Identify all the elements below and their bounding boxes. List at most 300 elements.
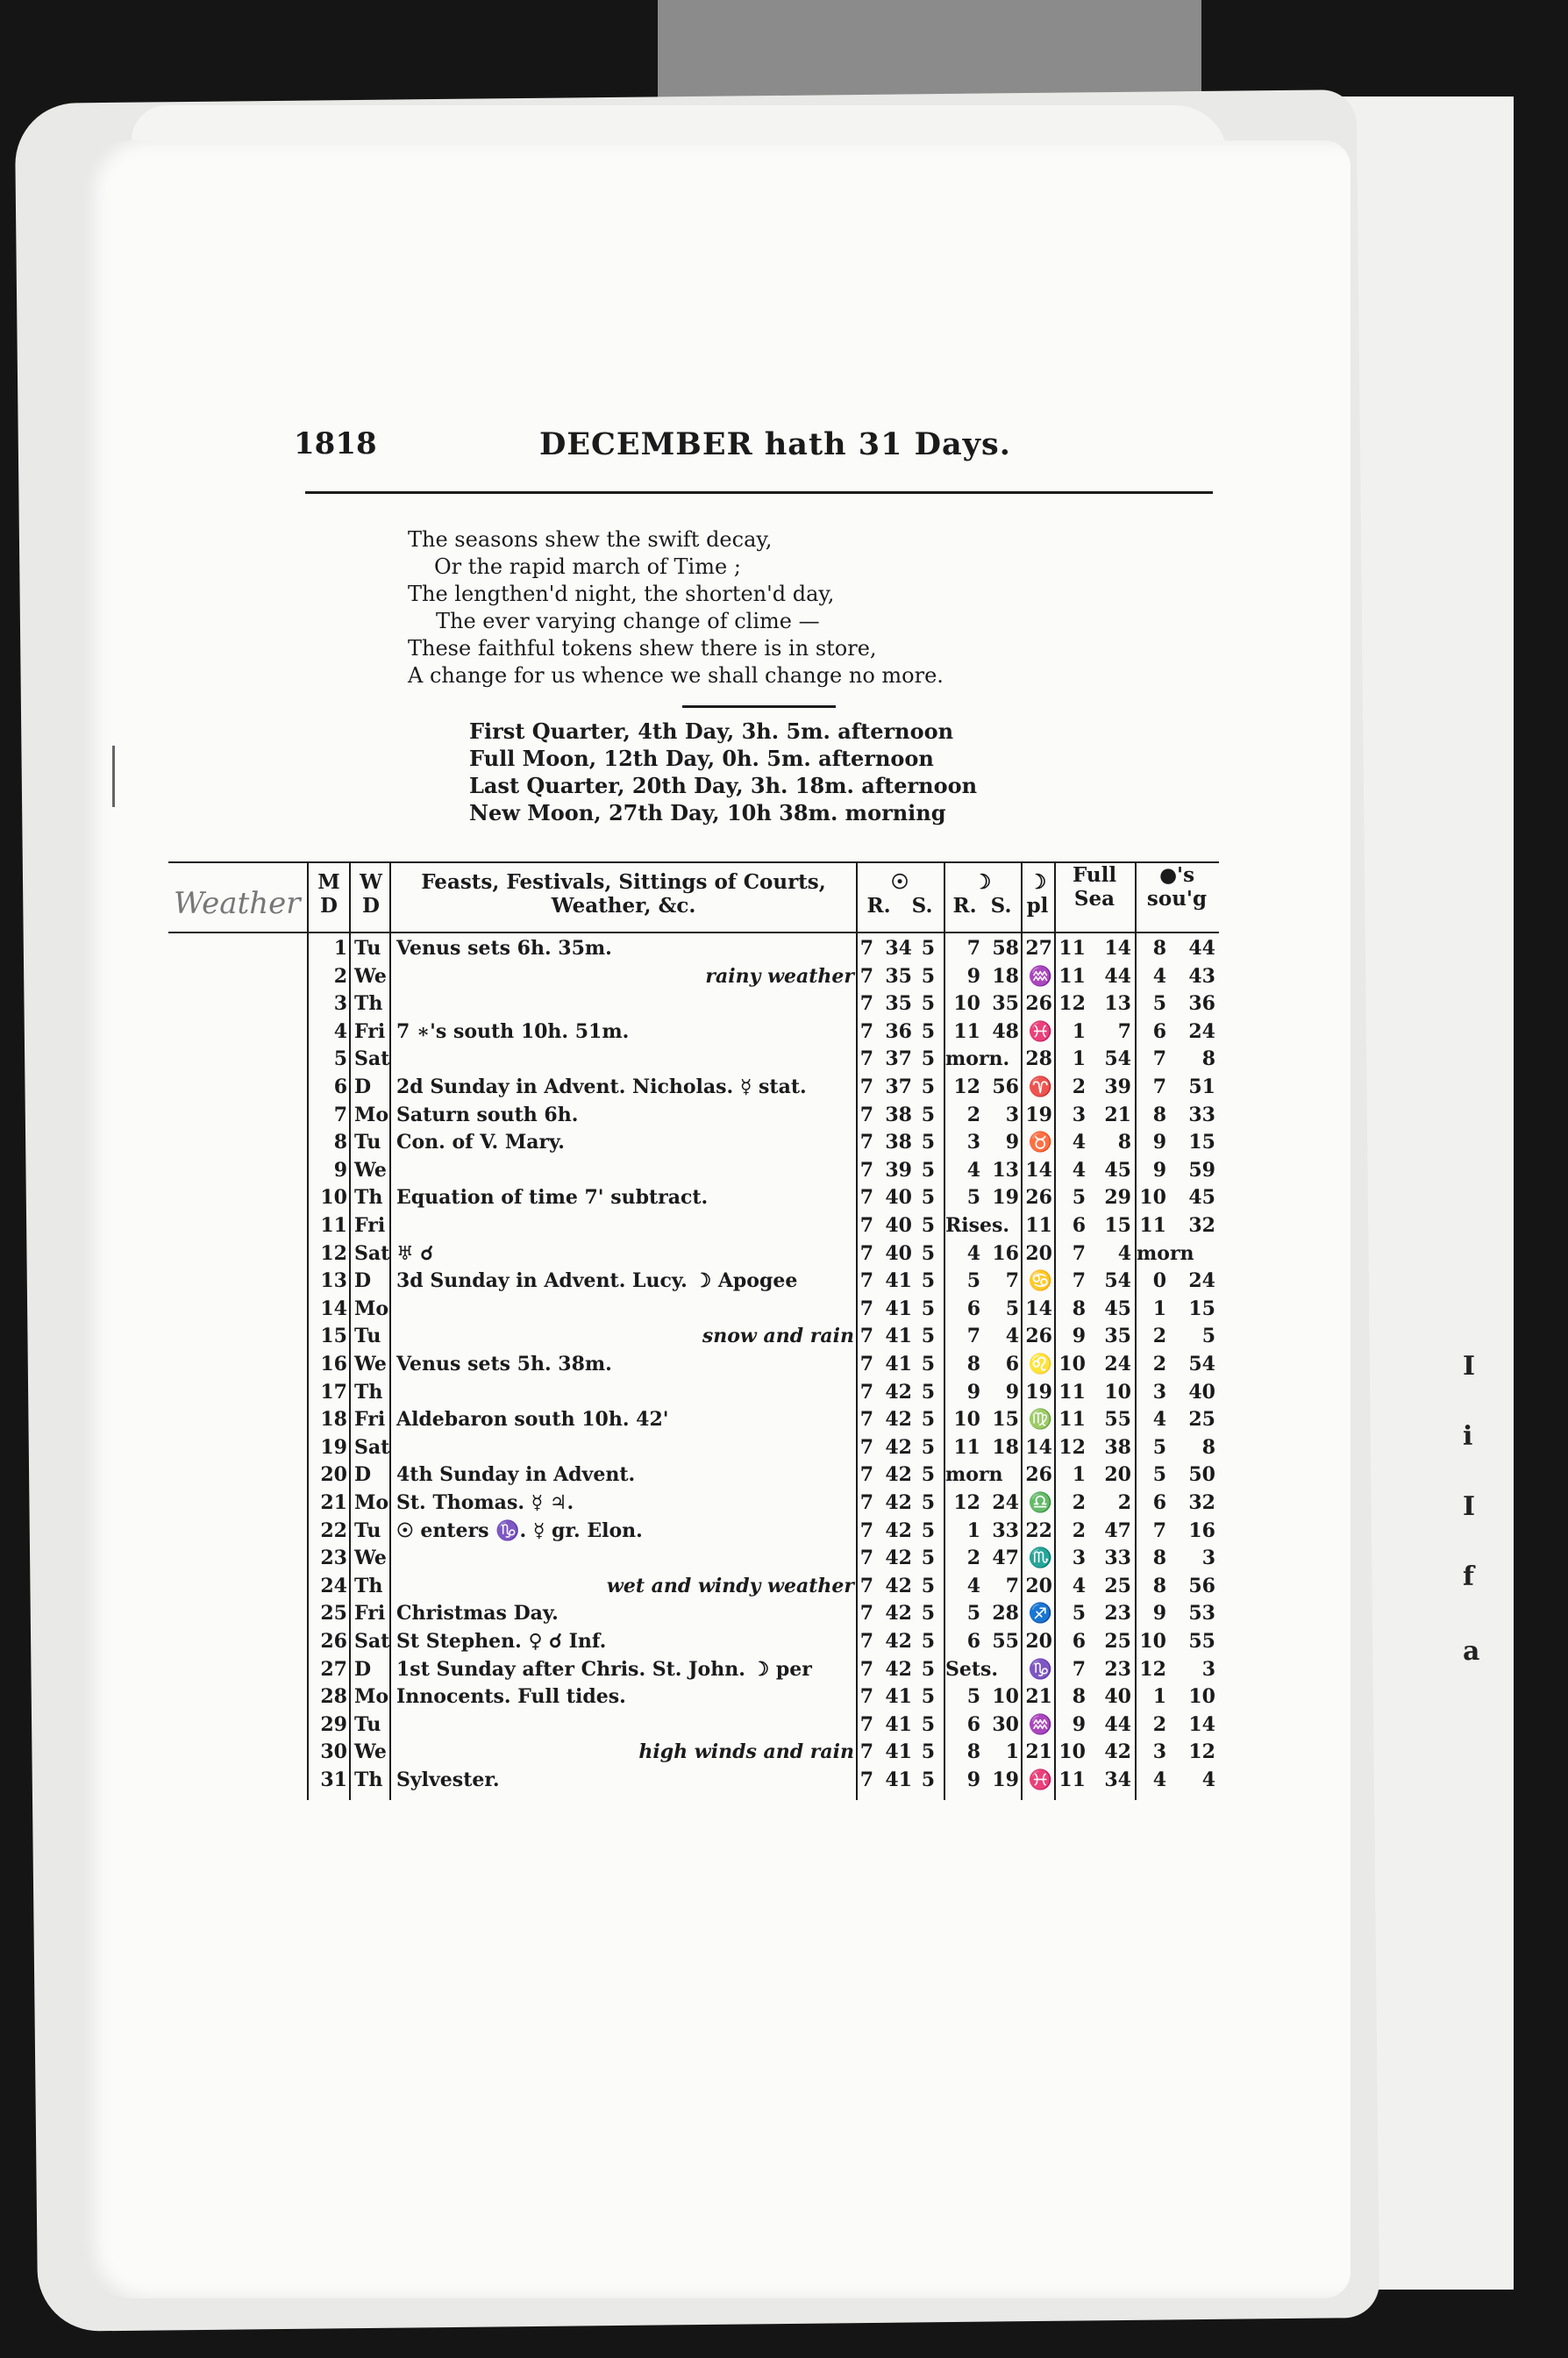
sun-rise-hour: 7: [859, 1186, 873, 1210]
moon-south-hour: 4: [1152, 964, 1166, 988]
weather-note: wet and windy weather: [606, 1574, 854, 1597]
moon-south-min: 3: [1201, 1547, 1215, 1570]
day-number: 3: [333, 992, 347, 1016]
moon-south-hour: 5: [1152, 1435, 1166, 1459]
sun-rise-hour: 7: [859, 1768, 873, 1791]
sun-rise-min: 42: [885, 1408, 912, 1432]
moon-rise-min: 10: [992, 1685, 1019, 1709]
moon-rise-hour: morn: [945, 1463, 1003, 1487]
moon-place: 19: [1025, 1103, 1052, 1126]
moon-rise-min: 1: [1005, 1740, 1019, 1764]
moon-rise-hour: 7: [966, 1325, 980, 1348]
col-full-line1: Full: [1072, 863, 1117, 887]
feast-text: St Stephen. ♀ ☌ Inf.: [396, 1630, 607, 1653]
moon-place: ♒: [1028, 964, 1052, 988]
full-sea-min: 24: [1104, 1353, 1131, 1376]
weekday: Tu: [354, 1712, 381, 1736]
moon-rise-min: 3: [1005, 1103, 1019, 1126]
moon-rise-min: 7: [1005, 1269, 1019, 1293]
moon-place: 14: [1025, 1435, 1052, 1459]
feast-text: ♅ ☌: [396, 1241, 434, 1265]
sun-rise-hour: 7: [859, 1269, 873, 1293]
sun-rise-hour: 7: [859, 1657, 873, 1681]
day-number: 18: [320, 1408, 347, 1432]
moon-south-hour: 1: [1152, 1685, 1166, 1709]
weekday: Th: [354, 1380, 383, 1404]
moon-rise-hour: 8: [966, 1740, 980, 1764]
moon-place: ♉: [1028, 1131, 1052, 1154]
moon-south-hour: 2: [1152, 1712, 1166, 1736]
moon-rise-hour: 4: [966, 1241, 980, 1265]
col-moon-s: S.: [990, 894, 1012, 918]
moon-south-min: 45: [1188, 1186, 1215, 1210]
moon-rise-min: 7: [1005, 1574, 1019, 1597]
sun-rise-min: 41: [885, 1325, 912, 1348]
day-number: 8: [333, 1131, 347, 1154]
full-sea-min: 45: [1104, 1297, 1131, 1320]
sun-rise-hour: 7: [859, 937, 873, 960]
sun-set-hour: 5: [921, 1685, 935, 1709]
sun-set-hour: 5: [921, 1740, 935, 1764]
moon-rise-hour: 7: [966, 937, 980, 960]
sun-set-hour: 5: [921, 1602, 935, 1626]
moon-south-min: 24: [1188, 1269, 1215, 1293]
weekday: Mo: [354, 1297, 389, 1320]
moon-rise-hour: 12: [953, 1075, 980, 1098]
sun-set-hour: 5: [921, 1214, 935, 1237]
sun-set-hour: 5: [921, 1103, 935, 1126]
moon-south-min: 12: [1188, 1740, 1215, 1764]
day-number: 15: [320, 1325, 347, 1348]
moon-south-min: 25: [1188, 1408, 1215, 1432]
moon-rise-min: 4: [1005, 1325, 1019, 1348]
page-header: [294, 426, 1215, 470]
moon-place: 22: [1025, 1518, 1052, 1542]
weekday: Mo: [354, 1491, 389, 1514]
weekday: Th: [354, 1574, 383, 1597]
moon-rise-hour: morn.: [945, 1047, 1010, 1071]
moon-south-hour: 1: [1152, 1297, 1166, 1320]
phase-first-quarter: First Quarter, 4th Day, 3h. 5m. afternoon: [469, 718, 954, 744]
sun-rise-min: 35: [885, 964, 912, 988]
moon-south-min: 4: [1201, 1768, 1215, 1791]
weekday: We: [354, 964, 387, 988]
sun-set-hour: 5: [921, 964, 935, 988]
sun-rise-min: 37: [885, 1047, 912, 1071]
sun-rise-min: 41: [885, 1768, 912, 1791]
weather-note: rainy weather: [705, 964, 854, 988]
col-moon-place: [1021, 870, 1054, 918]
day-number: 24: [320, 1574, 347, 1597]
phase-last-quarter: Last Quarter, 20th Day, 3h. 18m. afternoon: [469, 773, 978, 798]
sun-rise-min: 38: [885, 1103, 912, 1126]
full-sea-min: 25: [1104, 1574, 1131, 1597]
sun-rise-min: 42: [885, 1380, 912, 1404]
sun-rise-hour: 7: [859, 1630, 873, 1653]
moon-south-hour: 3: [1152, 1380, 1166, 1404]
col-sun-s: S.: [911, 894, 933, 918]
moon-south-hour: 2: [1152, 1353, 1166, 1376]
col-mpl-line2: pl: [1026, 894, 1049, 918]
sun-rise-min: 35: [885, 992, 912, 1016]
moon-south-hour: 4: [1152, 1408, 1166, 1432]
short-rule: [682, 705, 836, 708]
moon-rise-min: 30: [992, 1712, 1019, 1736]
sun-rise-min: 41: [885, 1685, 912, 1709]
sun-set-hour: 5: [921, 1518, 935, 1542]
moon-rise-hour: 6: [966, 1712, 980, 1736]
moon-place: 19: [1025, 1380, 1052, 1404]
day-number: 13: [320, 1269, 347, 1293]
moon-south-hour: 9: [1152, 1158, 1166, 1182]
full-sea-min: 2: [1117, 1491, 1131, 1514]
moon-rise-min: 13: [992, 1158, 1019, 1182]
moon-rise-hour: 6: [966, 1630, 980, 1653]
feast-text: 7 ∗'s south 10h. 51m.: [396, 1019, 630, 1043]
full-sea-min: 44: [1104, 964, 1131, 988]
poem-line: The ever varying change of clime —: [436, 609, 820, 633]
moon-rise-min: 56: [992, 1075, 1019, 1098]
day-number: 25: [320, 1602, 347, 1626]
feast-text: Venus sets 5h. 38m.: [396, 1353, 612, 1376]
moon-place: ♏: [1028, 1547, 1052, 1570]
weekday: Mo: [354, 1685, 389, 1709]
weekday: Th: [354, 1768, 383, 1791]
sun-rise-hour: 7: [859, 1435, 873, 1459]
weekday: We: [354, 1547, 387, 1570]
moon-south-hour: 8: [1152, 1574, 1166, 1597]
full-sea-min: 40: [1104, 1685, 1131, 1709]
col-wd-line1: W: [360, 870, 382, 894]
weekday: Mo: [354, 1103, 389, 1126]
full-sea-hour: 11: [1058, 1768, 1086, 1791]
moon-rise-hour: 8: [966, 1353, 980, 1376]
poem-line: The seasons shew the swift decay,: [408, 527, 773, 552]
sun-rise-hour: 7: [859, 1131, 873, 1154]
col-feasts-line2: Weather, &c.: [551, 894, 696, 918]
full-sea-min: 38: [1104, 1435, 1131, 1459]
moon-place: 26: [1025, 992, 1052, 1016]
full-sea-hour: 9: [1072, 1325, 1086, 1348]
moon-place: 26: [1025, 1325, 1052, 1348]
sun-set-hour: 5: [921, 1547, 935, 1570]
moon-rise-min: 19: [992, 1186, 1019, 1210]
weekday: Tu: [354, 1131, 381, 1154]
sun-rise-min: 42: [885, 1547, 912, 1570]
moon-south-min: 15: [1188, 1297, 1215, 1320]
phase-new-moon: New Moon, 27th Day, 10h 38m. morning: [469, 800, 946, 825]
header-rule: [305, 491, 1213, 494]
vrule: [856, 863, 858, 1800]
weekday: Tu: [354, 1325, 381, 1348]
moon-place: 28: [1025, 1047, 1052, 1071]
weekday: Fri: [354, 1602, 386, 1626]
sun-rise-hour: 7: [859, 1685, 873, 1709]
sun-set-hour: 5: [921, 1158, 935, 1182]
moon-south-hour: 10: [1139, 1186, 1166, 1210]
weekday: Sat: [354, 1241, 390, 1265]
weekday: We: [354, 1740, 387, 1764]
sun-rise-min: 42: [885, 1435, 912, 1459]
full-sea-min: 54: [1104, 1047, 1131, 1071]
full-sea-hour: 6: [1072, 1630, 1086, 1653]
moon-place: ♋: [1028, 1269, 1052, 1293]
moon-south-min: 40: [1188, 1380, 1215, 1404]
sun-set-hour: 5: [921, 1712, 935, 1736]
margin-mark: [112, 746, 127, 807]
moon-rise-hour: 12: [953, 1491, 980, 1514]
feast-text: 1st Sunday after Chris. St. John. ☽ per: [396, 1657, 812, 1681]
feast-text: Innocents. Full tides.: [396, 1685, 626, 1709]
weather-margin-label: Weather: [174, 886, 301, 921]
sun-set-hour: 5: [921, 1463, 935, 1487]
feast-text: Venus sets 6h. 35m.: [396, 937, 612, 960]
moon-rise-min: 48: [992, 1019, 1019, 1043]
col-feasts-line1: Feasts, Festivals, Sittings of Courts,: [421, 870, 826, 894]
full-sea-hour: 4: [1072, 1158, 1086, 1182]
day-number: 22: [320, 1518, 347, 1542]
sun-rise-hour: 7: [859, 1103, 873, 1126]
moon-rise-min: 35: [992, 992, 1019, 1016]
feast-text: St. Thomas. ☿ ♃.: [396, 1491, 574, 1514]
poem-line: Or the rapid march of Time ;: [434, 554, 741, 579]
sun-rise-min: 40: [885, 1186, 912, 1210]
moon-south-hour: 7: [1152, 1047, 1166, 1071]
col-south-line2: sou'g: [1146, 887, 1208, 911]
feast-text: Saturn south 6h.: [396, 1103, 579, 1126]
weekday: D: [354, 1463, 372, 1487]
moon-rise-min: 19: [992, 1768, 1019, 1791]
weather-note: snow and rain: [702, 1325, 854, 1348]
moon-rise-hour: 3: [966, 1131, 980, 1154]
day-number: 4: [333, 1019, 347, 1043]
moon-south-min: 43: [1188, 964, 1215, 988]
moon-south-hour: 11: [1139, 1214, 1166, 1237]
moon-south-min: 15: [1188, 1131, 1215, 1154]
full-sea-min: 25: [1104, 1630, 1131, 1653]
moon-place: 14: [1025, 1158, 1052, 1182]
moon-rise-min: 58: [992, 937, 1019, 960]
sun-set-hour: 5: [921, 1297, 935, 1320]
moon-place: 20: [1025, 1241, 1052, 1265]
moon-south-min: 59: [1188, 1158, 1215, 1182]
moon-place: ♐: [1028, 1602, 1052, 1626]
day-number: 6: [333, 1075, 347, 1098]
sun-set-hour: 5: [921, 1075, 935, 1098]
sun-rise-min: 36: [885, 1019, 912, 1043]
moon-rise-min: 28: [992, 1602, 1019, 1626]
full-sea-hour: 8: [1072, 1685, 1086, 1709]
day-number: 9: [333, 1158, 347, 1182]
sun-rise-min: 40: [885, 1214, 912, 1237]
weekday: Fri: [354, 1408, 386, 1432]
moon-south-min: 50: [1188, 1463, 1215, 1487]
full-sea-hour: 2: [1072, 1518, 1086, 1542]
moon-rise-min: 6: [1005, 1353, 1019, 1376]
sun-set-hour: 5: [921, 1435, 935, 1459]
poem-line: These faithful tokens shew there is in store,: [408, 636, 877, 661]
moon-south-hour: 6: [1152, 1019, 1166, 1043]
feast-text: 4th Sunday in Advent.: [396, 1463, 636, 1487]
sun-set-hour: 5: [921, 1657, 935, 1681]
full-sea-hour: 3: [1072, 1103, 1086, 1126]
adjacent-page-letter: i: [1463, 1421, 1473, 1452]
moon-south-min: 32: [1188, 1491, 1215, 1514]
moon-south-min: 55: [1188, 1630, 1215, 1653]
full-sea-hour: 6: [1072, 1214, 1086, 1237]
moon-south-min: 53: [1188, 1602, 1215, 1626]
moon-south-min: 14: [1188, 1712, 1215, 1736]
moon-south-hour: 7: [1152, 1518, 1166, 1542]
moon-south-min: 24: [1188, 1019, 1215, 1043]
sun-rise-hour: 7: [859, 1075, 873, 1098]
weekday: Fri: [354, 1019, 386, 1043]
full-sea-hour: 5: [1072, 1602, 1086, 1626]
moon-south-hour: 8: [1152, 1103, 1166, 1126]
sun-rise-min: 40: [885, 1241, 912, 1265]
moon-south-min: 3: [1201, 1657, 1215, 1681]
day-number: 10: [320, 1186, 347, 1210]
feast-text: ☉ enters ♑. ☿ gr. Elon.: [396, 1518, 643, 1542]
moon-place: 11: [1025, 1214, 1052, 1237]
moon-rise-min: 18: [992, 1435, 1019, 1459]
col-moon: [944, 870, 1021, 918]
moon-south-hour: 9: [1152, 1131, 1166, 1154]
moon-south-hour: 9: [1152, 1602, 1166, 1626]
sun-rise-hour: 7: [859, 1214, 873, 1237]
moon-place: 27: [1025, 937, 1052, 960]
moon-south-hour: 0: [1152, 1269, 1166, 1293]
day-number: 2: [333, 964, 347, 988]
col-sun-r: R.: [866, 894, 891, 918]
sun-set-hour: 5: [921, 1019, 935, 1043]
col-moon-rs: [944, 894, 1021, 918]
day-number: 20: [320, 1463, 347, 1487]
col-moon-south: [1135, 863, 1219, 911]
full-sea-min: 7: [1117, 1019, 1131, 1043]
weekday: We: [354, 1353, 387, 1376]
feast-text: 3d Sunday in Advent. Lucy. ☽ Apogee: [396, 1269, 798, 1293]
moon-rise-hour: 9: [966, 1380, 980, 1404]
sun-rise-hour: 7: [859, 1380, 873, 1404]
moon-south-hour: 8: [1152, 1547, 1166, 1570]
weekday: Th: [354, 1186, 383, 1210]
full-sea-min: 34: [1104, 1768, 1131, 1791]
full-sea-min: 42: [1104, 1740, 1131, 1764]
sun-set-hour: 5: [921, 1131, 935, 1154]
full-sea-min: 55: [1104, 1408, 1131, 1432]
moon-rise-hour: 4: [966, 1574, 980, 1597]
sun-rise-hour: 7: [859, 1158, 873, 1182]
moon-rise-min: 16: [992, 1241, 1019, 1265]
weekday: D: [354, 1657, 372, 1681]
moon-south-min: 56: [1188, 1574, 1215, 1597]
moon-south-min: 10: [1188, 1685, 1215, 1709]
full-sea-hour: 11: [1058, 1408, 1086, 1432]
moon-south-hour: 5: [1152, 1463, 1166, 1487]
moon-place: 20: [1025, 1630, 1052, 1653]
sun-rise-min: 41: [885, 1740, 912, 1764]
sun-rise-min: 42: [885, 1518, 912, 1542]
moon-south-hour: 2: [1152, 1325, 1166, 1348]
weekday: Fri: [354, 1214, 386, 1237]
full-sea-hour: 11: [1058, 1380, 1086, 1404]
full-sea-hour: 12: [1058, 1435, 1086, 1459]
moon-south-min: 16: [1188, 1518, 1215, 1542]
sun-rise-hour: 7: [859, 1547, 873, 1570]
adjacent-page-letter: I: [1463, 1491, 1476, 1522]
moon-rise-hour: Sets.: [945, 1657, 999, 1681]
moon-rise-hour: 2: [966, 1103, 980, 1126]
sun-rise-hour: 7: [859, 1325, 873, 1348]
full-sea-min: 47: [1104, 1518, 1131, 1542]
poem: [408, 526, 1074, 690]
moon-south-hour: 8: [1152, 937, 1166, 960]
day-number: 29: [320, 1712, 347, 1736]
full-sea-hour: 5: [1072, 1186, 1086, 1210]
moon-place: 20: [1025, 1574, 1052, 1597]
page-title: DECEMBER hath 31 Days.: [539, 426, 1011, 462]
col-sun-rs: [858, 894, 942, 918]
weekday: D: [354, 1269, 372, 1293]
sun-set-hour: 5: [921, 1269, 935, 1293]
moon-place: 21: [1025, 1740, 1052, 1764]
sun-rise-min: 41: [885, 1712, 912, 1736]
weekday: Sat: [354, 1435, 390, 1459]
moon-rise-min: 55: [992, 1630, 1019, 1653]
full-sea-min: 33: [1104, 1547, 1131, 1570]
moon-south-min: 32: [1188, 1214, 1215, 1237]
moon-rise-hour: 2: [966, 1547, 980, 1570]
sun-rise-hour: 7: [859, 1297, 873, 1320]
sun-set-hour: 5: [921, 992, 935, 1016]
sun-set-hour: 5: [921, 1630, 935, 1653]
moon-south-min: 44: [1188, 937, 1215, 960]
full-sea-hour: 2: [1072, 1491, 1086, 1514]
moon-phases: [469, 718, 1030, 826]
day-number: 11: [320, 1214, 347, 1237]
phase-full-moon: Full Moon, 12th Day, 0h. 5m. afternoon: [469, 746, 934, 771]
moon-icon: ☽: [973, 870, 992, 894]
full-sea-min: 14: [1104, 937, 1131, 960]
full-sea-min: 29: [1104, 1186, 1131, 1210]
full-sea-hour: 11: [1058, 964, 1086, 988]
sun-rise-min: 34: [885, 937, 912, 960]
moon-rise-min: 18: [992, 964, 1019, 988]
moon-place: ♈: [1028, 1075, 1052, 1098]
sun-rise-hour: 7: [859, 1241, 873, 1265]
moon-south-min: 36: [1188, 992, 1215, 1016]
weekday: We: [354, 1158, 387, 1182]
vrule: [349, 863, 351, 1800]
full-sea-hour: 7: [1072, 1241, 1086, 1265]
full-sea-min: 4: [1117, 1241, 1131, 1265]
full-sea-hour: 4: [1072, 1131, 1086, 1154]
col-week-day: [351, 870, 391, 918]
day-number: 7: [333, 1103, 347, 1126]
col-moon-r: R.: [952, 894, 977, 918]
moon-place: 26: [1025, 1186, 1052, 1210]
adjacent-page-letter: a: [1463, 1636, 1480, 1667]
moon-rise-min: 24: [992, 1491, 1019, 1514]
sun-set-hour: 5: [921, 1325, 935, 1348]
full-sea-min: 15: [1104, 1214, 1131, 1237]
year: 1818: [294, 426, 377, 461]
day-number: 17: [320, 1380, 347, 1404]
moon-rise-hour: 1: [966, 1518, 980, 1542]
full-sea-min: 23: [1104, 1602, 1131, 1626]
col-full-sea: [1054, 863, 1135, 911]
